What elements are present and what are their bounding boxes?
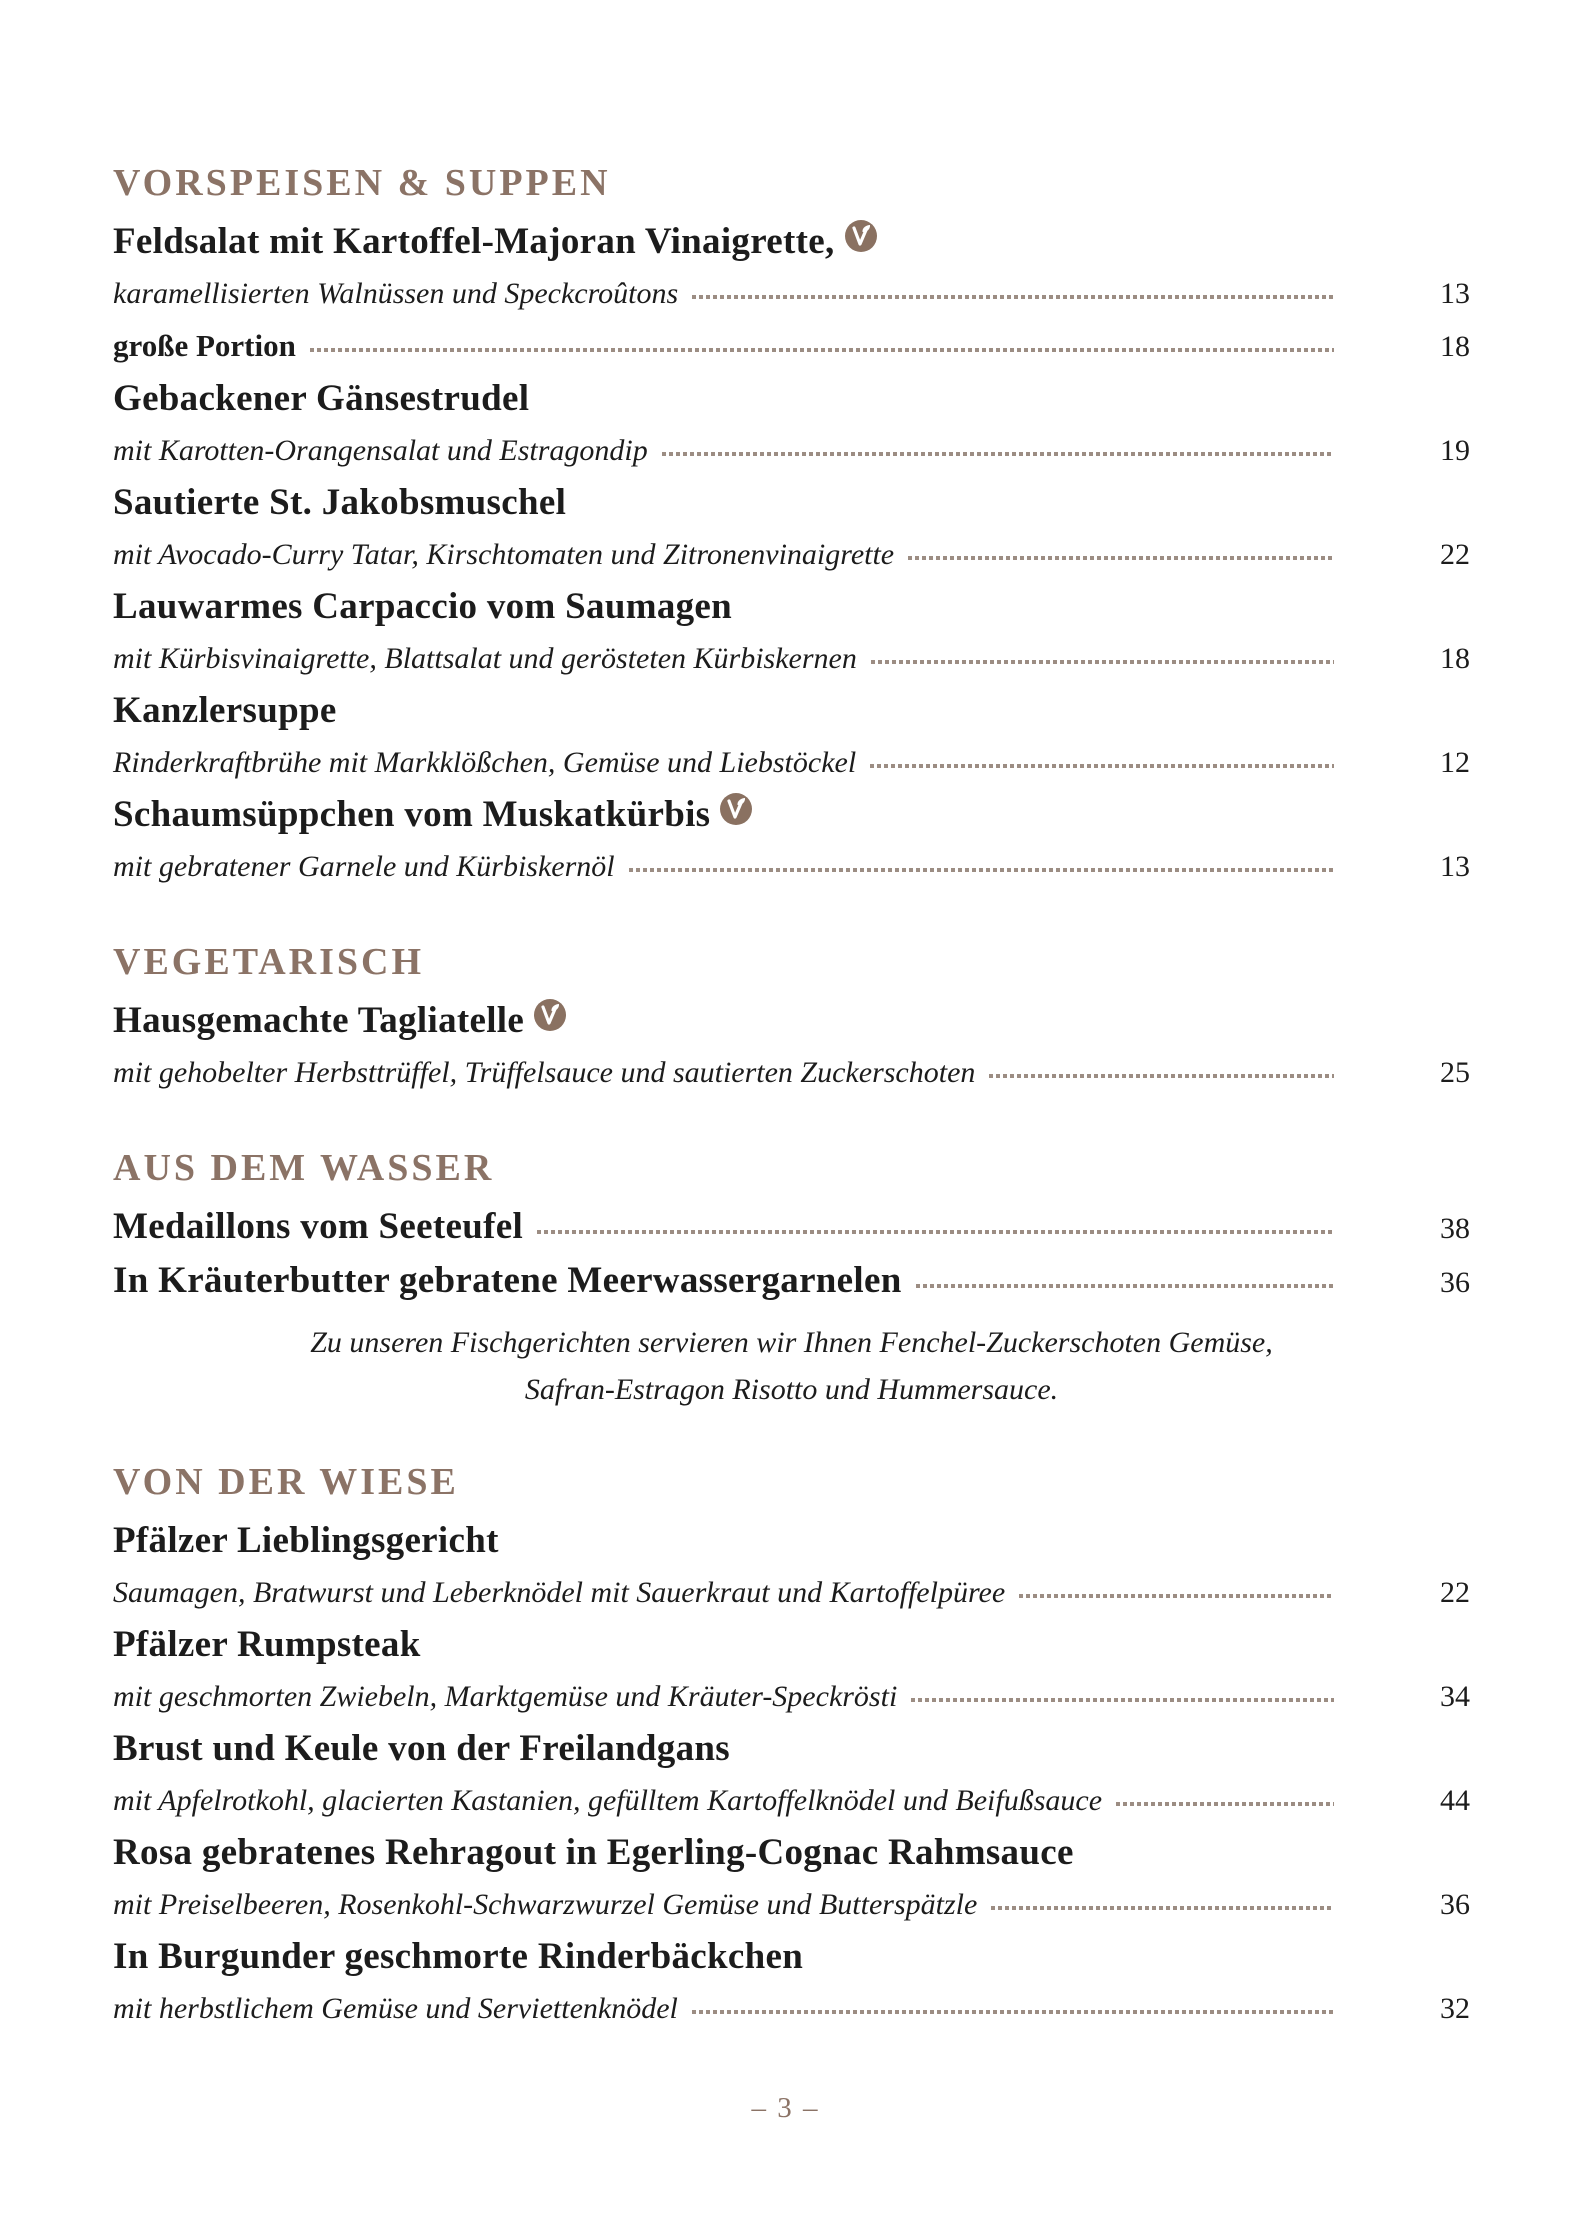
dish-description: Rinderkraftbrühe mit Markklößchen, Gemüse und Liebstöckel (113, 746, 857, 779)
section-title: VORSPEISEN & SUPPEN (113, 162, 611, 204)
dish-name: Schaumsüppchen vom Muskatkürbis (113, 794, 711, 835)
fish-note (113, 1319, 1470, 1413)
section-title: AUS DEM WASSER (113, 1147, 495, 1189)
price: 38 (1440, 1212, 1470, 1245)
dotted-leader (662, 452, 1334, 456)
dotted-leader (871, 660, 1334, 664)
dish-name: In Burgunder geschmorte Rinderbäckchen (113, 1936, 804, 1977)
menu-section (113, 939, 1470, 1099)
dish-title-row (113, 1255, 1470, 1309)
dish-title-row (113, 373, 1470, 425)
section-title: VEGETARISCH (113, 941, 425, 983)
dotted-leader (1019, 1594, 1334, 1598)
section-title: VON DER WIESE (113, 1461, 459, 1503)
price: 22 (1440, 1576, 1470, 1609)
menu-section (113, 1145, 1470, 1413)
menu-item (113, 1515, 1470, 1619)
dotted-leader (692, 2010, 1334, 2014)
dish-description: karamellisierten Walnüssen und Speckcroûtons (113, 277, 679, 310)
dish-description-row (113, 1775, 1470, 1827)
dish-description-row (113, 425, 1470, 477)
price: 19 (1440, 434, 1470, 467)
dish-description-row (113, 268, 1470, 320)
dish-title-row (113, 1931, 1470, 1983)
dish-title-row (113, 216, 1470, 268)
dish-description: mit Kürbisvinaigrette, Blattsalat und gerösteten Kürbiskernen (113, 642, 857, 675)
dish-description: mit gebratener Garnele und Kürbiskernöl (113, 850, 615, 883)
dotted-leader (911, 1698, 1334, 1702)
price: 34 (1440, 1680, 1470, 1713)
price: 36 (1440, 1266, 1470, 1299)
dish-title-row (113, 1201, 1470, 1255)
menu-item (113, 216, 1470, 373)
dish-name: Medaillons vom Seeteufel (113, 1206, 524, 1247)
dotted-leader (908, 556, 1334, 560)
dish-name: Feldsalat mit Kartoffel-Majoran Vinaigrette, (113, 221, 835, 262)
dish-description: mit Apfelrotkohl, glacierten Kastanien, gefülltem Kartoffelknödel und Beifußsauce (113, 1784, 1103, 1817)
vegetarian-badge-icon (845, 220, 877, 252)
dish-description: mit herbstlichem Gemüse und Serviettenknödel (113, 1992, 678, 2025)
dotted-leader (989, 1074, 1334, 1078)
dish-name: In Kräuterbutter gebratene Meerwassergarnelen (113, 1260, 902, 1301)
dish-name: Brust und Keule von der Freilandgans (113, 1728, 730, 1769)
dish-description: mit Avocado-Curry Tatar, Kirschtomaten und Zitronenvinaigrette (113, 538, 895, 571)
dotted-leader (1116, 1802, 1334, 1806)
dotted-leader (310, 348, 1334, 352)
menu-item (113, 1723, 1470, 1827)
menu-item (113, 789, 1470, 893)
dish-description-row (113, 841, 1470, 893)
dish-title-row (113, 789, 1470, 841)
dish-description-row (113, 1567, 1470, 1619)
dish-name: Hausgemachte Tagliatelle (113, 1000, 525, 1041)
price: 36 (1440, 1888, 1470, 1921)
menu-item (113, 995, 1470, 1099)
dish-name: Sautierte St. Jakobsmuschel (113, 482, 567, 523)
dish-title-row (113, 1515, 1470, 1567)
fish-note-line: Zu unseren Fischgerichten servieren wir Ihnen Fenchel-Zuckerschoten Gemüse, (310, 1326, 1273, 1359)
dish-description-row (113, 633, 1470, 685)
price: 22 (1440, 538, 1470, 571)
price: 13 (1440, 850, 1470, 883)
dish-title-row (113, 1723, 1470, 1775)
menu-item (113, 1255, 1470, 1309)
dish-title-row (113, 581, 1470, 633)
dish-description: mit Karotten-Orangensalat und Estragondip (113, 434, 648, 467)
price: 12 (1440, 746, 1470, 779)
menu-item (113, 1827, 1470, 1931)
dish-name: Lauwarmes Carpaccio vom Saumagen (113, 586, 733, 627)
menu-section (113, 1459, 1470, 2035)
dish-name: Kanzlersuppe (113, 690, 337, 731)
dish-description: mit Preiselbeeren, Rosenkohl-Schwarzwurzel Gemüse und Butterspätzle (113, 1888, 978, 1921)
dotted-leader (692, 295, 1334, 299)
menu-sections (113, 160, 1470, 2035)
dotted-leader (916, 1284, 1334, 1288)
menu-item (113, 581, 1470, 685)
price: 44 (1440, 1784, 1470, 1817)
dish-description-row (113, 529, 1470, 581)
dish-description: Saumagen, Bratwurst und Leberknödel mit Sauerkraut und Kartoffelpüree (113, 1576, 1006, 1609)
page-number: – 3 – (751, 2092, 820, 2124)
dotted-leader (991, 1906, 1334, 1910)
dish-name: Rosa gebratenes Rehragout in Egerling-Cognac Rahmsauce (113, 1832, 1074, 1873)
vegetarian-badge-icon (534, 999, 566, 1031)
price: 13 (1440, 277, 1470, 310)
dish-title-row (113, 995, 1470, 1047)
price: 18 (1440, 330, 1470, 363)
dish-title-row (113, 477, 1470, 529)
dish-description-row (113, 737, 1470, 789)
menu-item (113, 1201, 1470, 1255)
menu-item (113, 477, 1470, 581)
dish-title-row (113, 685, 1470, 737)
dish-description-row (113, 1047, 1470, 1099)
price: 25 (1440, 1056, 1470, 1089)
dish-description: mit geschmorten Zwiebeln, Marktgemüse und Kräuter-Speckrösti (113, 1680, 898, 1713)
dish-description-row (113, 1879, 1470, 1931)
dish-description-row (113, 1671, 1470, 1723)
menu-item (113, 1619, 1470, 1723)
dish-name: Pfälzer Rumpsteak (113, 1624, 421, 1665)
menu-section (113, 160, 1470, 893)
vegetarian-badge-icon (720, 793, 752, 825)
dish-title-row (113, 1827, 1470, 1879)
dish-description: große Portion (113, 328, 296, 363)
menu-item (113, 1931, 1470, 2035)
fish-note-line: Safran-Estragon Risotto und Hummersauce. (524, 1373, 1059, 1406)
dish-description-row (113, 1983, 1470, 2035)
dotted-leader (870, 764, 1334, 768)
dish-name: Gebackener Gänsestrudel (113, 378, 530, 419)
price: 32 (1440, 1992, 1470, 2025)
menu-item (113, 685, 1470, 789)
dish-title-row (113, 1619, 1470, 1671)
price: 18 (1440, 642, 1470, 675)
dish-description-row (113, 320, 1470, 373)
dish-description: mit gehobelter Herbsttrüffel, Trüffelsauce und sautierten Zuckerschoten (113, 1056, 976, 1089)
dish-name: Pfälzer Lieblingsgericht (113, 1520, 499, 1561)
dotted-leader (629, 868, 1334, 872)
menu-item (113, 373, 1470, 477)
dotted-leader (537, 1230, 1334, 1234)
